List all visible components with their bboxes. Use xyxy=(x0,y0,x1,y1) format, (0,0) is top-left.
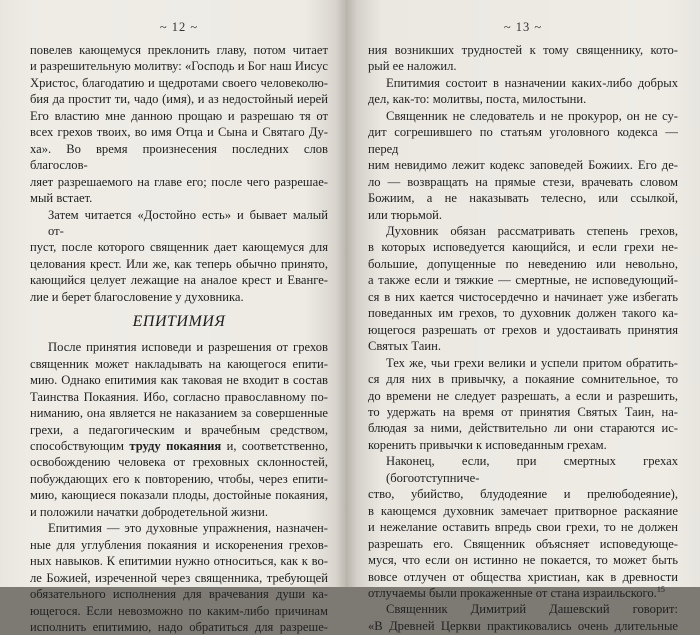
text-line: Тех же, чьи грехи велики и успели притом обратить- xyxy=(386,355,678,370)
text-line: побуждающих его к повторению, чтобы, через епити- xyxy=(30,471,328,486)
text-line: а также если и тяжкие — смертные, не исповедующий- xyxy=(368,273,678,288)
text-line: ство, убийство, блудодеяние и прелюбодеяние), xyxy=(368,487,678,502)
right-page-text xyxy=(368,42,678,634)
text-line: повелев кающемуся преклонить главу, потом читает xyxy=(30,43,328,57)
text-line: Таинства Покаяния. Ибо, согласно православному по- xyxy=(30,389,328,404)
text-run: способствующим xyxy=(30,438,130,453)
text-line: Епитимия — это духовные упражнения, назначен- xyxy=(48,521,328,536)
text-line: ные для углубления покаяния и искоренения грехов- xyxy=(30,537,328,552)
text-line: священник может накладывать на кающегося епити- xyxy=(30,356,328,371)
text-line: «В Древней Церкви практиковались очень длительные xyxy=(368,618,678,633)
text-line xyxy=(368,585,678,601)
text-line: дит согрешившего по статьям уголовного кодекса — перед xyxy=(368,125,678,156)
text-line: коренить привычки к исповеданным грехам. xyxy=(368,437,607,452)
left-page-text xyxy=(30,42,328,635)
text-line: Христос, благодатию и щедротами своего человеколю- xyxy=(30,75,328,90)
text-line: ляет разрешаемого на главе его; после чего разрешае- xyxy=(30,174,328,189)
paragraph xyxy=(30,42,328,207)
text-line: Затем читается «Достойно есть» и бывает малый от- xyxy=(48,207,328,238)
text-line: ных навыков. К епитимии нужно относиться, как к во- xyxy=(30,554,328,569)
text-line: большие, допущенные по неведению или невольно, xyxy=(368,256,678,271)
text-line: в кающемся духовник замечает притворное раскаяние xyxy=(368,503,678,518)
text-line: муся, что если он истинно не покается, то может быть xyxy=(368,553,678,568)
text-line: ющегося разрешать от грехов и удостаивать принятия xyxy=(368,322,678,337)
text-line: всех грехов твоих, во имя Отца и Сына и Святаго Ду- xyxy=(30,125,328,140)
text-line: ло — возвращать на прямые стези, врачевать словом xyxy=(368,174,678,189)
paragraph xyxy=(368,42,678,75)
text-line: Наконец, если, при смертных грехах (богоотступниче- xyxy=(386,454,678,485)
text-line: рый ее наложил. xyxy=(368,59,457,74)
text-line: Духовник обязан рассматривать степень грехов, xyxy=(386,223,678,238)
text-line: исполнить епитимию, надо обратиться для разреше- xyxy=(30,619,328,634)
text-line: Божиим, а не наказывать телесно, или ссылкой, xyxy=(368,191,678,206)
text-line: мию, кающиеся показали плоды, достойные покаяния, xyxy=(30,488,328,503)
text-line: разрешать его. Священник объясняет исповедующе- xyxy=(368,536,678,551)
text-line: Епитимия состоит в назначении каких-либо добрых xyxy=(386,75,678,90)
paragraph xyxy=(30,520,328,635)
text-line: в которых исповедуется кающийся, и если грехи не- xyxy=(368,240,678,255)
text-line: вовсе отлучен от общества христиан, как в древности xyxy=(368,569,678,584)
text-line: ним невидимо лежит кодекс заповедей Божиих. Его де- xyxy=(368,158,678,173)
text-line: лие и берет благословение у духовника. xyxy=(30,289,244,304)
text-line: блюдая за ними, действительно ли они стараются ис- xyxy=(368,421,678,436)
paragraph xyxy=(368,355,678,454)
text-line: мый встает. xyxy=(30,191,93,206)
text-line: целования крест. Или же, как теперь обычно принято, xyxy=(30,256,328,271)
text-line: ющегося. Если невозможно по каким-либо причинам xyxy=(30,603,328,618)
page-number: ~ 12 ~ xyxy=(159,20,199,34)
left-page xyxy=(0,0,346,634)
text-line: Святых Таин. xyxy=(368,339,441,354)
right-page xyxy=(346,0,700,633)
text-line: После принятия исповеди и разрешения от грехов xyxy=(48,340,328,355)
text-line: Его властию мне данною прощаю и разрешаю тя от xyxy=(30,108,328,123)
text-line: ле Божией, изреченной через священника, требующей xyxy=(30,570,328,585)
text-line: мию. Однако епитимия как таковая не входит в состав xyxy=(30,373,328,388)
text-line: бия да простит ти, чадо (имя), и аз недостойный иерей xyxy=(30,92,328,107)
paragraph xyxy=(368,108,678,223)
page-number: ~ 13 ~ xyxy=(503,20,543,34)
bold-phrase: труду покаяния xyxy=(129,438,222,453)
text-line: ся для них в привычку, а покаяние сомнительное, то xyxy=(368,372,678,387)
text-line: ся в них кается чистосердечно и начинает уже избегать xyxy=(368,289,678,304)
paragraph xyxy=(368,601,678,634)
footnote-marker: 15 xyxy=(656,584,665,594)
section-heading: ЕПИТИМИЯ xyxy=(132,313,226,331)
text-line: ния возникших трудностей к тому священнику, кото- xyxy=(368,43,678,57)
text-line: кающийся целует лежащие на аналое крест и Еванге- xyxy=(30,273,328,288)
text-line: освобождению человека от греховных склонностей, xyxy=(30,455,328,470)
text-run: и, соответственно, xyxy=(221,438,328,453)
paragraph xyxy=(368,223,678,355)
text-line: или тюрьмой. xyxy=(368,207,443,222)
text-line: грехи, а педагогическим и врачебным средством, xyxy=(30,422,328,437)
text-line: то удержать на время от принятия Святых Таин, на- xyxy=(368,404,678,419)
text-line: и положили начатки добродетельной жизни. xyxy=(30,504,269,519)
text-line: поведанных им грехов, то духовник должен такого ка- xyxy=(368,306,678,321)
paragraph xyxy=(30,207,328,306)
text-line: до времени не следует разрешать, а если и разрешить, xyxy=(368,388,678,403)
paragraph xyxy=(368,75,678,108)
text-line: ниманию, она является не наказанием за совершенные xyxy=(30,406,328,421)
text-line: Священник не следователь и не прокурор, он не су- xyxy=(386,108,678,123)
paragraph xyxy=(368,453,678,601)
text-run: отлучаемы были прокаженные от стана израильского. xyxy=(368,585,657,600)
text-line: и нежелание оставить впредь свои грехи, то не должен xyxy=(368,520,678,535)
text-line: и разрешительную молитву: «Господь и Бог наш Иисус xyxy=(30,59,328,74)
text-line: дел, как-то: молитвы, поста, милостыни. xyxy=(368,92,587,107)
text-line: ха». Во время произнесения последних слов благослов- xyxy=(30,141,328,173)
text-line: Священник Димитрий Дашевский говорит: xyxy=(386,602,678,617)
text-line: пуст, после которого священник дает кающемуся для xyxy=(30,240,328,255)
paragraph xyxy=(30,339,328,520)
text-line: обязательного исполнения для врачевания души ка- xyxy=(30,587,328,602)
text-line xyxy=(30,438,328,454)
